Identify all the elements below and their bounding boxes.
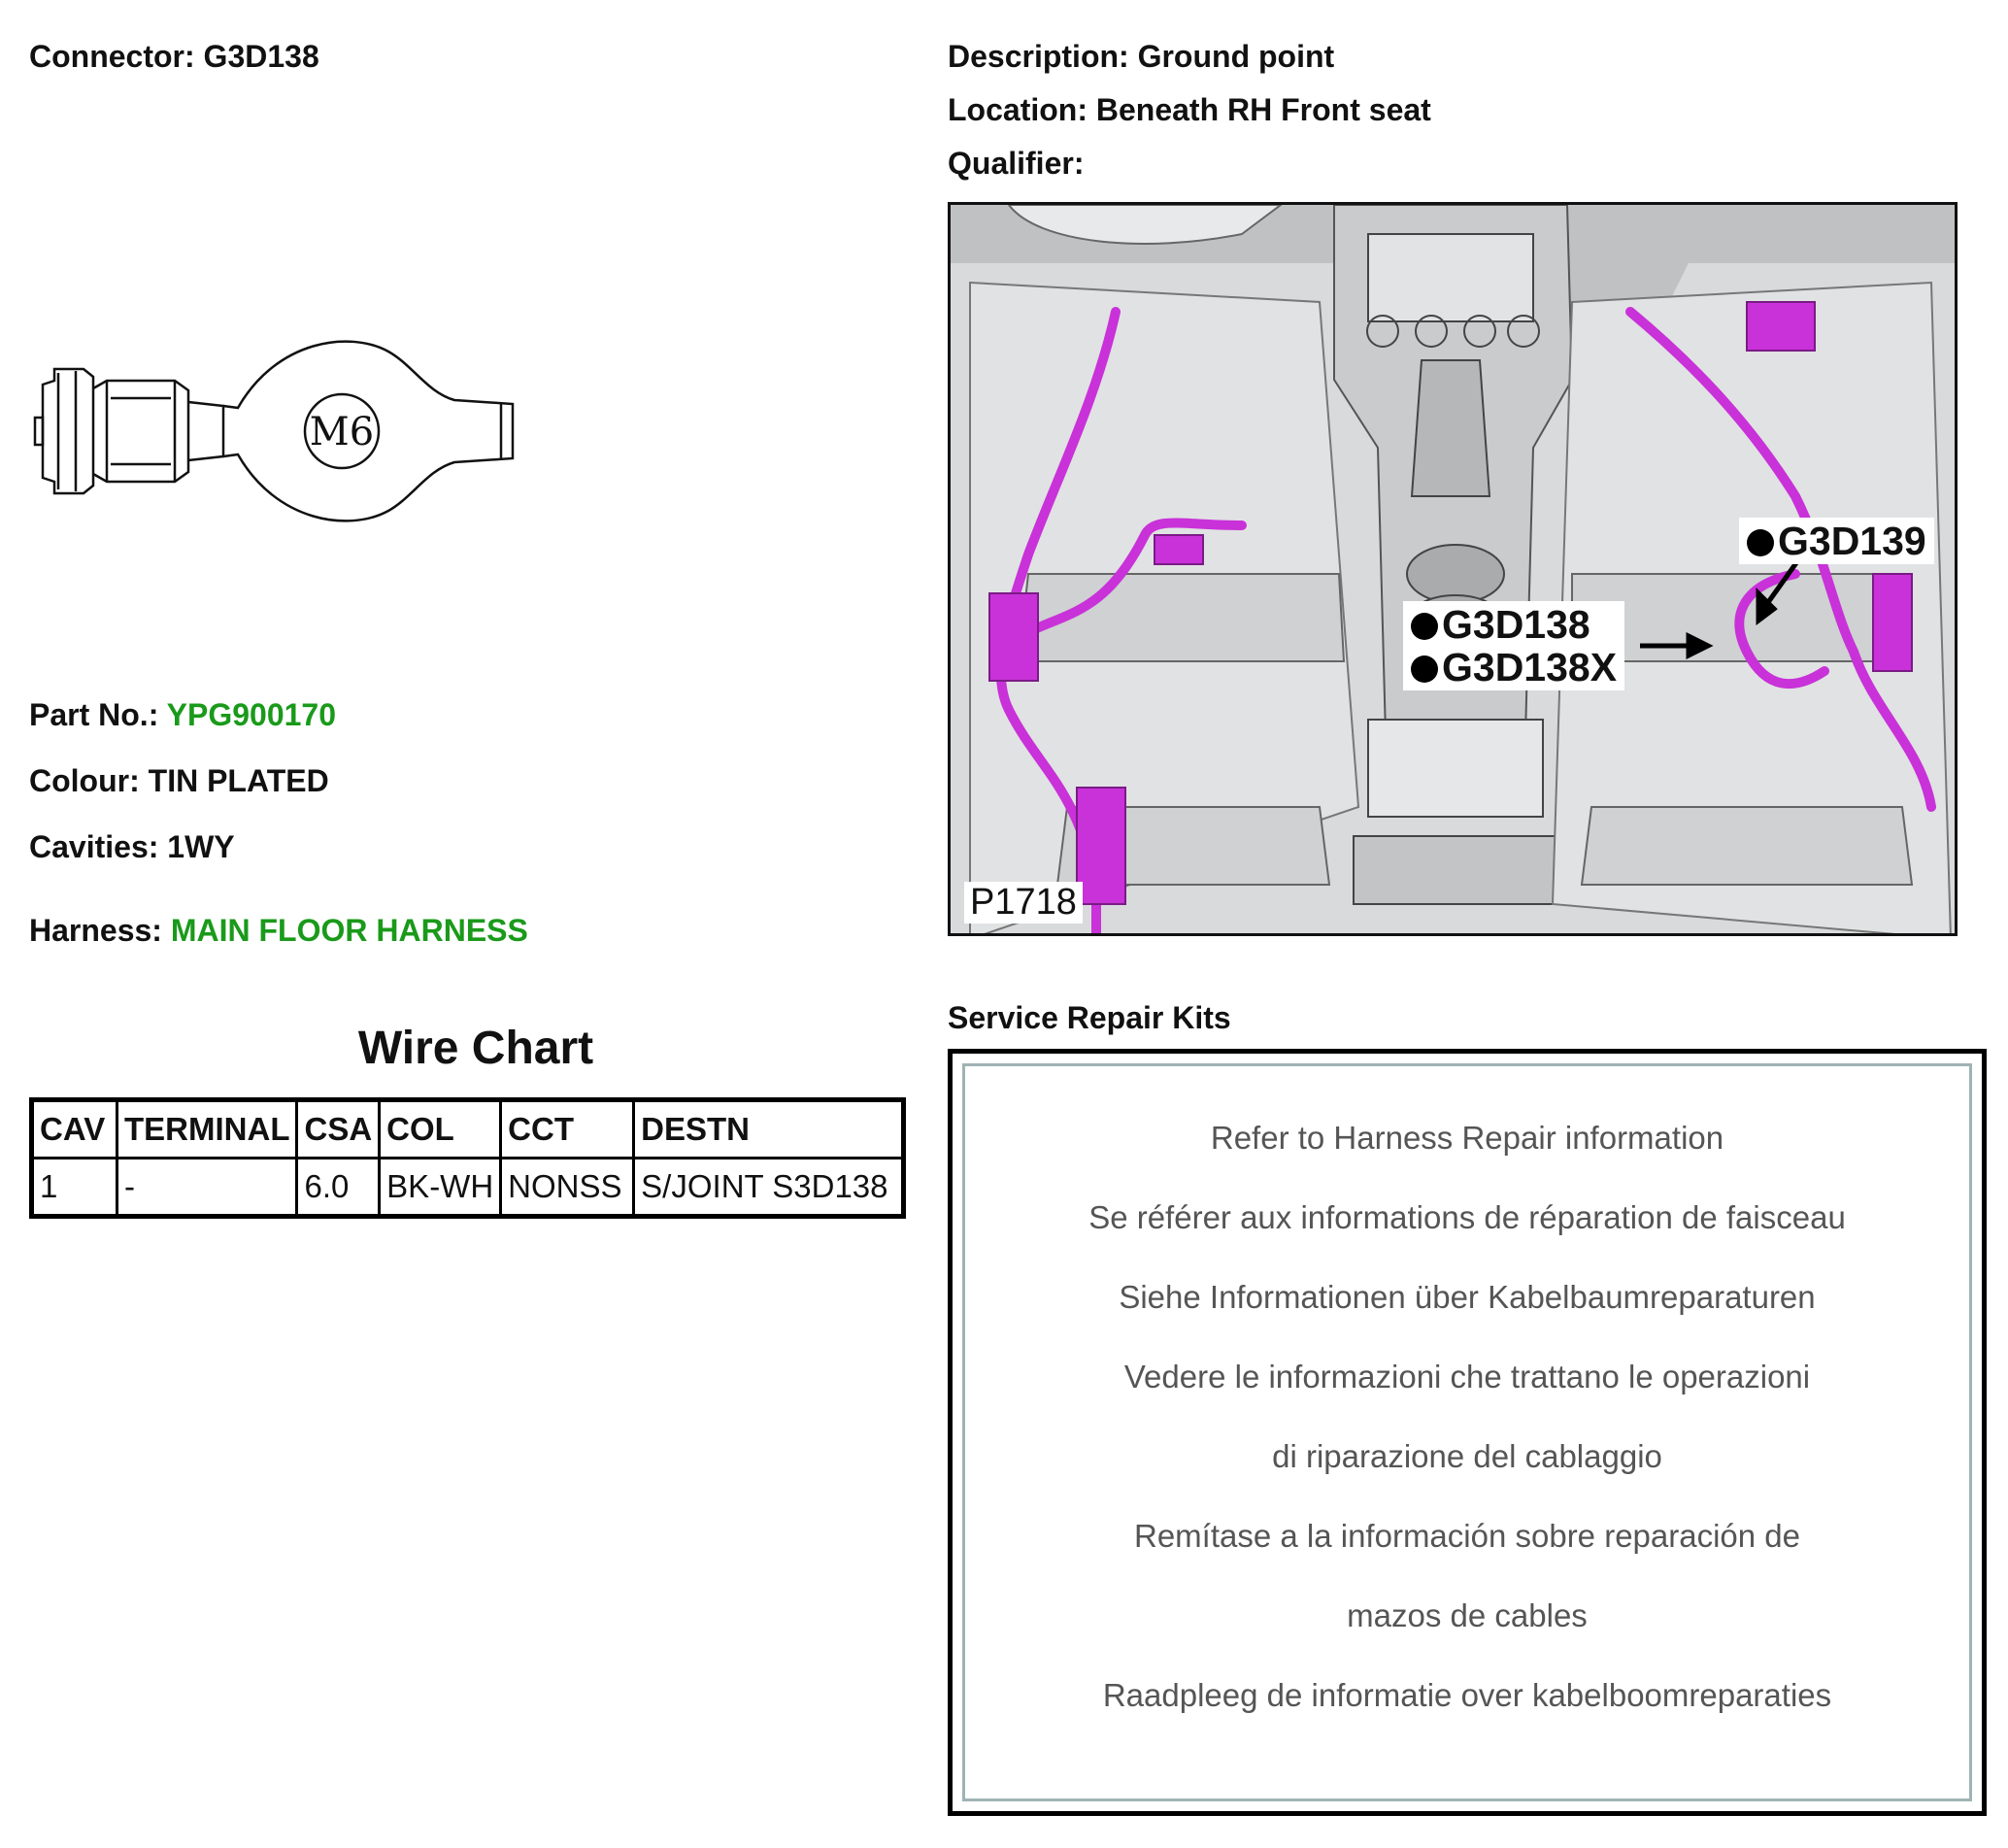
image-reference: P1718 bbox=[964, 882, 1083, 924]
service-repair-kits-panel bbox=[962, 1063, 1972, 1801]
header-cct: CCT bbox=[501, 1100, 634, 1159]
service-repair-kits-title: Service Repair Kits bbox=[948, 1000, 1231, 1035]
repair-info-line: Siehe Informationen über Kabelbaumreparaturen bbox=[1119, 1279, 1816, 1315]
qualifier-label: Qualifier: bbox=[948, 146, 1085, 181]
callout-bullet-icon bbox=[1411, 613, 1438, 640]
header-terminal: TERMINAL bbox=[117, 1100, 297, 1159]
part-number-label: Part No.: bbox=[29, 697, 159, 732]
repair-info-line: mazos de cables bbox=[1347, 1597, 1588, 1633]
repair-info-line: Remítase a la información sobre reparación de bbox=[1133, 1518, 1801, 1554]
description-field bbox=[948, 39, 1334, 75]
vehicle-floor-illustration bbox=[951, 205, 1958, 936]
header-csa: CSA bbox=[297, 1100, 380, 1159]
cell-cct: NONSS bbox=[501, 1159, 634, 1217]
wire-chart-title: Wire Chart bbox=[357, 1023, 594, 1074]
wire-chart-table bbox=[29, 1097, 906, 1219]
cavities-field bbox=[29, 829, 235, 865]
table-row bbox=[32, 1159, 904, 1217]
repair-info-line: Refer to Harness Repair information bbox=[1210, 1120, 1724, 1156]
callout-bullet-icon bbox=[1411, 655, 1438, 683]
cell-terminal: - bbox=[117, 1159, 297, 1217]
connector-value: G3D138 bbox=[203, 39, 319, 74]
ring-terminal-drawing bbox=[29, 330, 524, 544]
connector-label: Connector: bbox=[29, 39, 195, 74]
callout-g3d139: G3D139 bbox=[1739, 518, 1934, 564]
repair-info-line: di riparazione del cablaggio bbox=[1272, 1438, 1662, 1474]
colour-value: TIN PLATED bbox=[148, 763, 329, 798]
callout-bullet-icon bbox=[1747, 529, 1774, 556]
repair-info-line: Vedere le informazioni che trattano le operazioni bbox=[1123, 1359, 1811, 1394]
header-destn: DESTN bbox=[634, 1100, 904, 1159]
location-field bbox=[948, 92, 1431, 128]
connector-field bbox=[29, 39, 319, 75]
colour-label: Colour: bbox=[29, 763, 140, 798]
part-number-link[interactable]: YPG900170 bbox=[166, 697, 337, 732]
repair-info-line: Raadpleeg de informatie over kabelboomreparaties bbox=[1102, 1677, 1832, 1713]
location-value: Beneath RH Front seat bbox=[1095, 92, 1431, 127]
location-illustration bbox=[948, 202, 1958, 936]
wire-chart-header-row bbox=[32, 1100, 904, 1159]
colour-field bbox=[29, 763, 329, 799]
cell-csa: 6.0 bbox=[297, 1159, 380, 1217]
repair-info-line: Se référer aux informations de réparation de faisceau bbox=[1088, 1199, 1846, 1235]
cell-destn: S/JOINT S3D138 bbox=[634, 1159, 904, 1217]
qualifier-field bbox=[948, 146, 1084, 182]
header-col: COL bbox=[380, 1100, 501, 1159]
service-repair-kits-box bbox=[948, 1049, 1987, 1816]
cavities-label: Cavities: bbox=[29, 829, 159, 864]
location-label: Location: bbox=[948, 92, 1088, 127]
cell-col: BK-WH bbox=[380, 1159, 501, 1217]
harness-label: Harness: bbox=[29, 913, 162, 948]
part-number-field bbox=[29, 697, 336, 733]
cell-cav: 1 bbox=[32, 1159, 117, 1217]
callout-g3d138: G3D138 G3D138X bbox=[1403, 601, 1624, 690]
stud-size-label: M6 bbox=[309, 410, 375, 454]
description-label: Description: bbox=[948, 39, 1129, 74]
header-cav: CAV bbox=[32, 1100, 117, 1159]
description-value: Ground point bbox=[1137, 39, 1335, 74]
harness-field bbox=[29, 913, 528, 949]
harness-link[interactable]: MAIN FLOOR HARNESS bbox=[170, 913, 528, 948]
cavities-value: 1WY bbox=[167, 829, 235, 864]
